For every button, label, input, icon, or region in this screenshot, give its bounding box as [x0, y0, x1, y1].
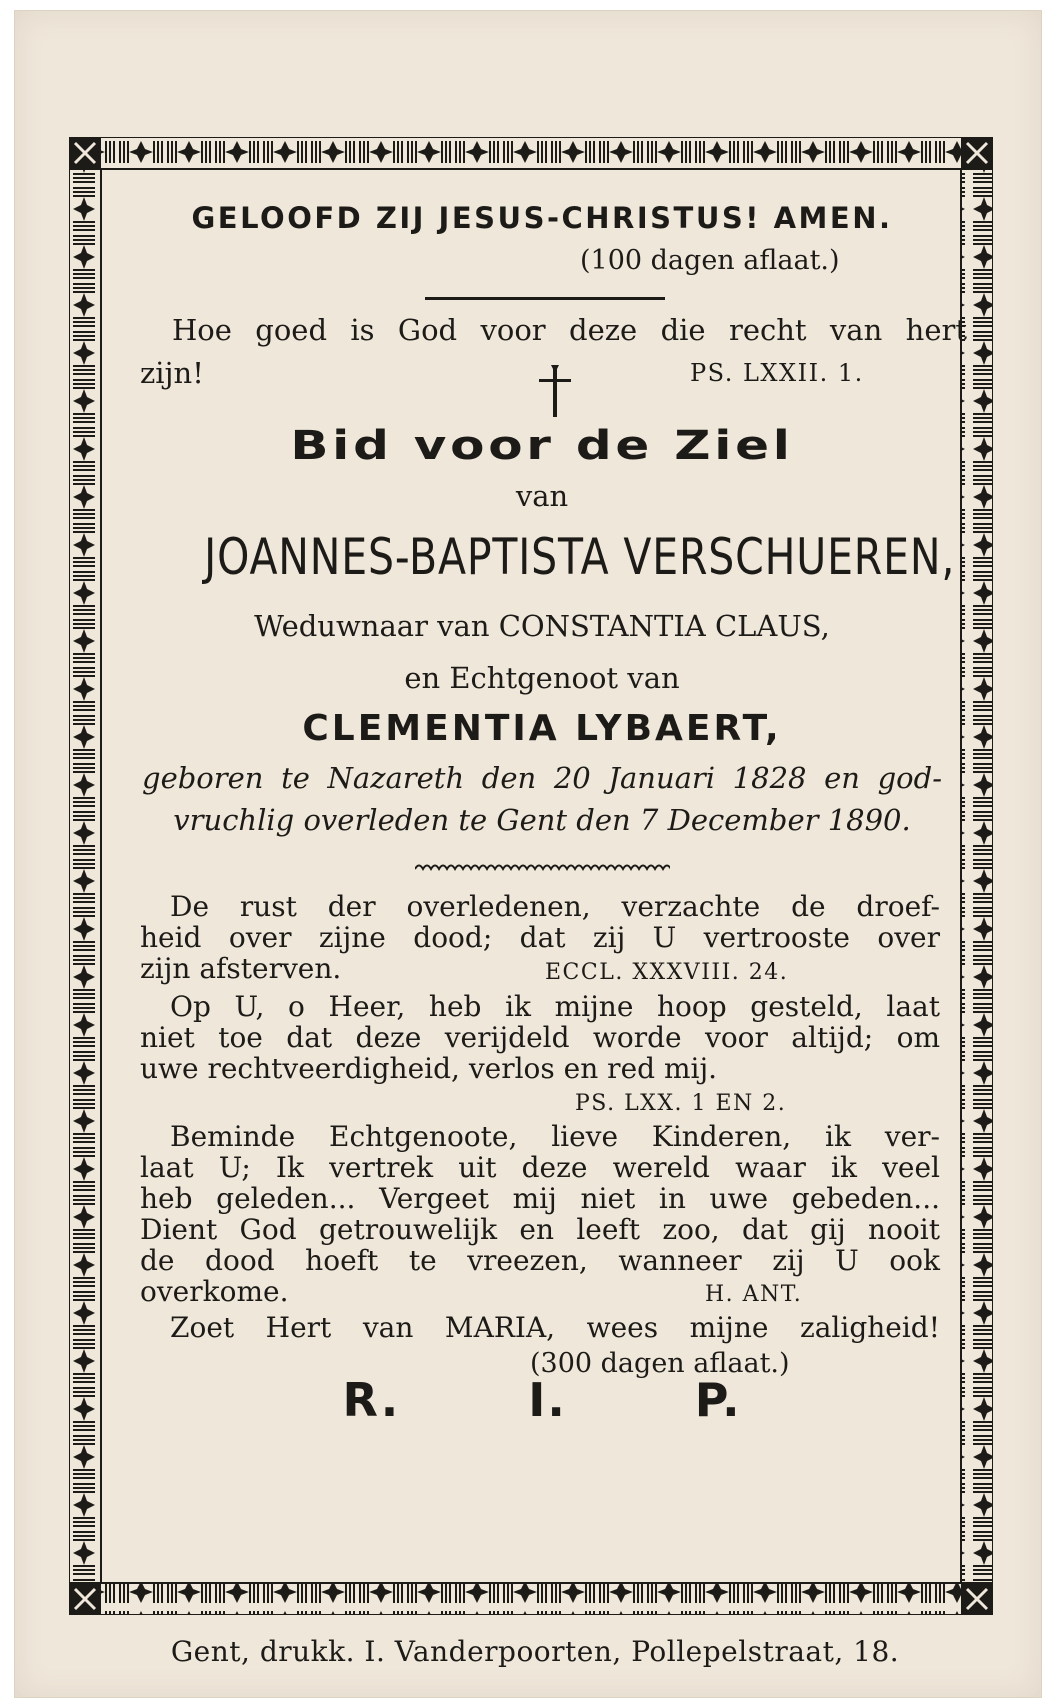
paragraph-line: niet toe dat deze verijdeld worde voor altijd; om [140, 1021, 940, 1054]
van-text: van [515, 479, 569, 513]
paragraph-line: heb geleden... Vergeet mij niet in uwe gebeden... [140, 1182, 940, 1215]
paragraph-line: heid over zijne dood; dat zij U vertrooste over [140, 921, 940, 954]
psalm-reference: PS. LXXII. 1. [690, 359, 864, 387]
closing-prayer: Zoet Hert van MARIA, wees mijne zaligheid! [170, 1311, 940, 1344]
indulgence-note-300: (300 dagen aflaat.) [530, 1348, 790, 1379]
prayer-heading: Bid voor de Ziel [290, 423, 794, 469]
paragraph-line: De rust der overledenen, verzachte de droef- [170, 890, 940, 923]
paragraph-line: de dood hoeft te vreezen, wanneer zij U ook [140, 1244, 940, 1277]
spouse-name: CLEMENTIA LYBAERT, [302, 708, 782, 749]
acclaim-heading: GELOOFD ZIJ JESUS-CHRISTUS! AMEN. [191, 201, 893, 235]
birth-death-line2: vruchlig overleden te Gent den 7 December 1890. [173, 803, 911, 837]
paragraph-line: laat U; Ik vertrek uit deze wereld waar ik veel [140, 1151, 940, 1184]
paragraph-farewell [140, 1121, 940, 1307]
paragraph-line: Dient God getrouwelijk en leeft zoo, dat gij nooit [140, 1213, 940, 1246]
card-content [130, 161, 967, 1581]
psalm-verse-line1: Hoe goed is God voor deze die recht van hert [172, 313, 967, 347]
divider-line [425, 297, 665, 300]
widower-line: Weduwnaar van CONSTANTIA CLAUS, [254, 609, 830, 643]
paragraph-line: Beminde Echtgenoote, lieve Kinderen, ik ver- [170, 1120, 940, 1153]
spouse-intro: en Echtgenoot van [404, 661, 680, 695]
birth-death-line1: geboren te Nazareth den 20 Januari 1828 en god- [142, 761, 942, 795]
paragraph-eccl [140, 891, 940, 984]
paragraph-line: overkome. [140, 1275, 289, 1308]
h-ant-reference: H. ANT. [705, 1282, 803, 1307]
psalm-verse-line2: zijn! [140, 356, 204, 390]
cross-icon [535, 363, 575, 418]
paragraph-psalm-lxx [140, 990, 940, 1116]
paragraph-line: uwe rechtveerdigheid, verlos en red mij. [140, 1052, 718, 1085]
indulgence-note-100: (100 dagen aflaat.) [580, 245, 840, 276]
memorial-card [14, 10, 1042, 1698]
deceased-name: JOANNES-BAPTISTA VERSCHUEREN, [204, 528, 956, 586]
rip-text: R. I. P. [342, 1373, 742, 1427]
psalm-lxx-reference: PS. LXX. 1 EN 2. [575, 1091, 787, 1116]
paragraph-line: zijn afsterven. [140, 952, 342, 985]
eccl-reference: ECCL. XXXVIII. 24. [545, 960, 789, 985]
wave-divider [415, 861, 670, 877]
paragraph-line: Op U, o Heer, heb ik mijne hoop gesteld, laat [170, 990, 940, 1023]
printer-imprint: Gent, drukk. I. Vanderpoorten, Pollepelstraat, 18. [170, 1635, 900, 1668]
